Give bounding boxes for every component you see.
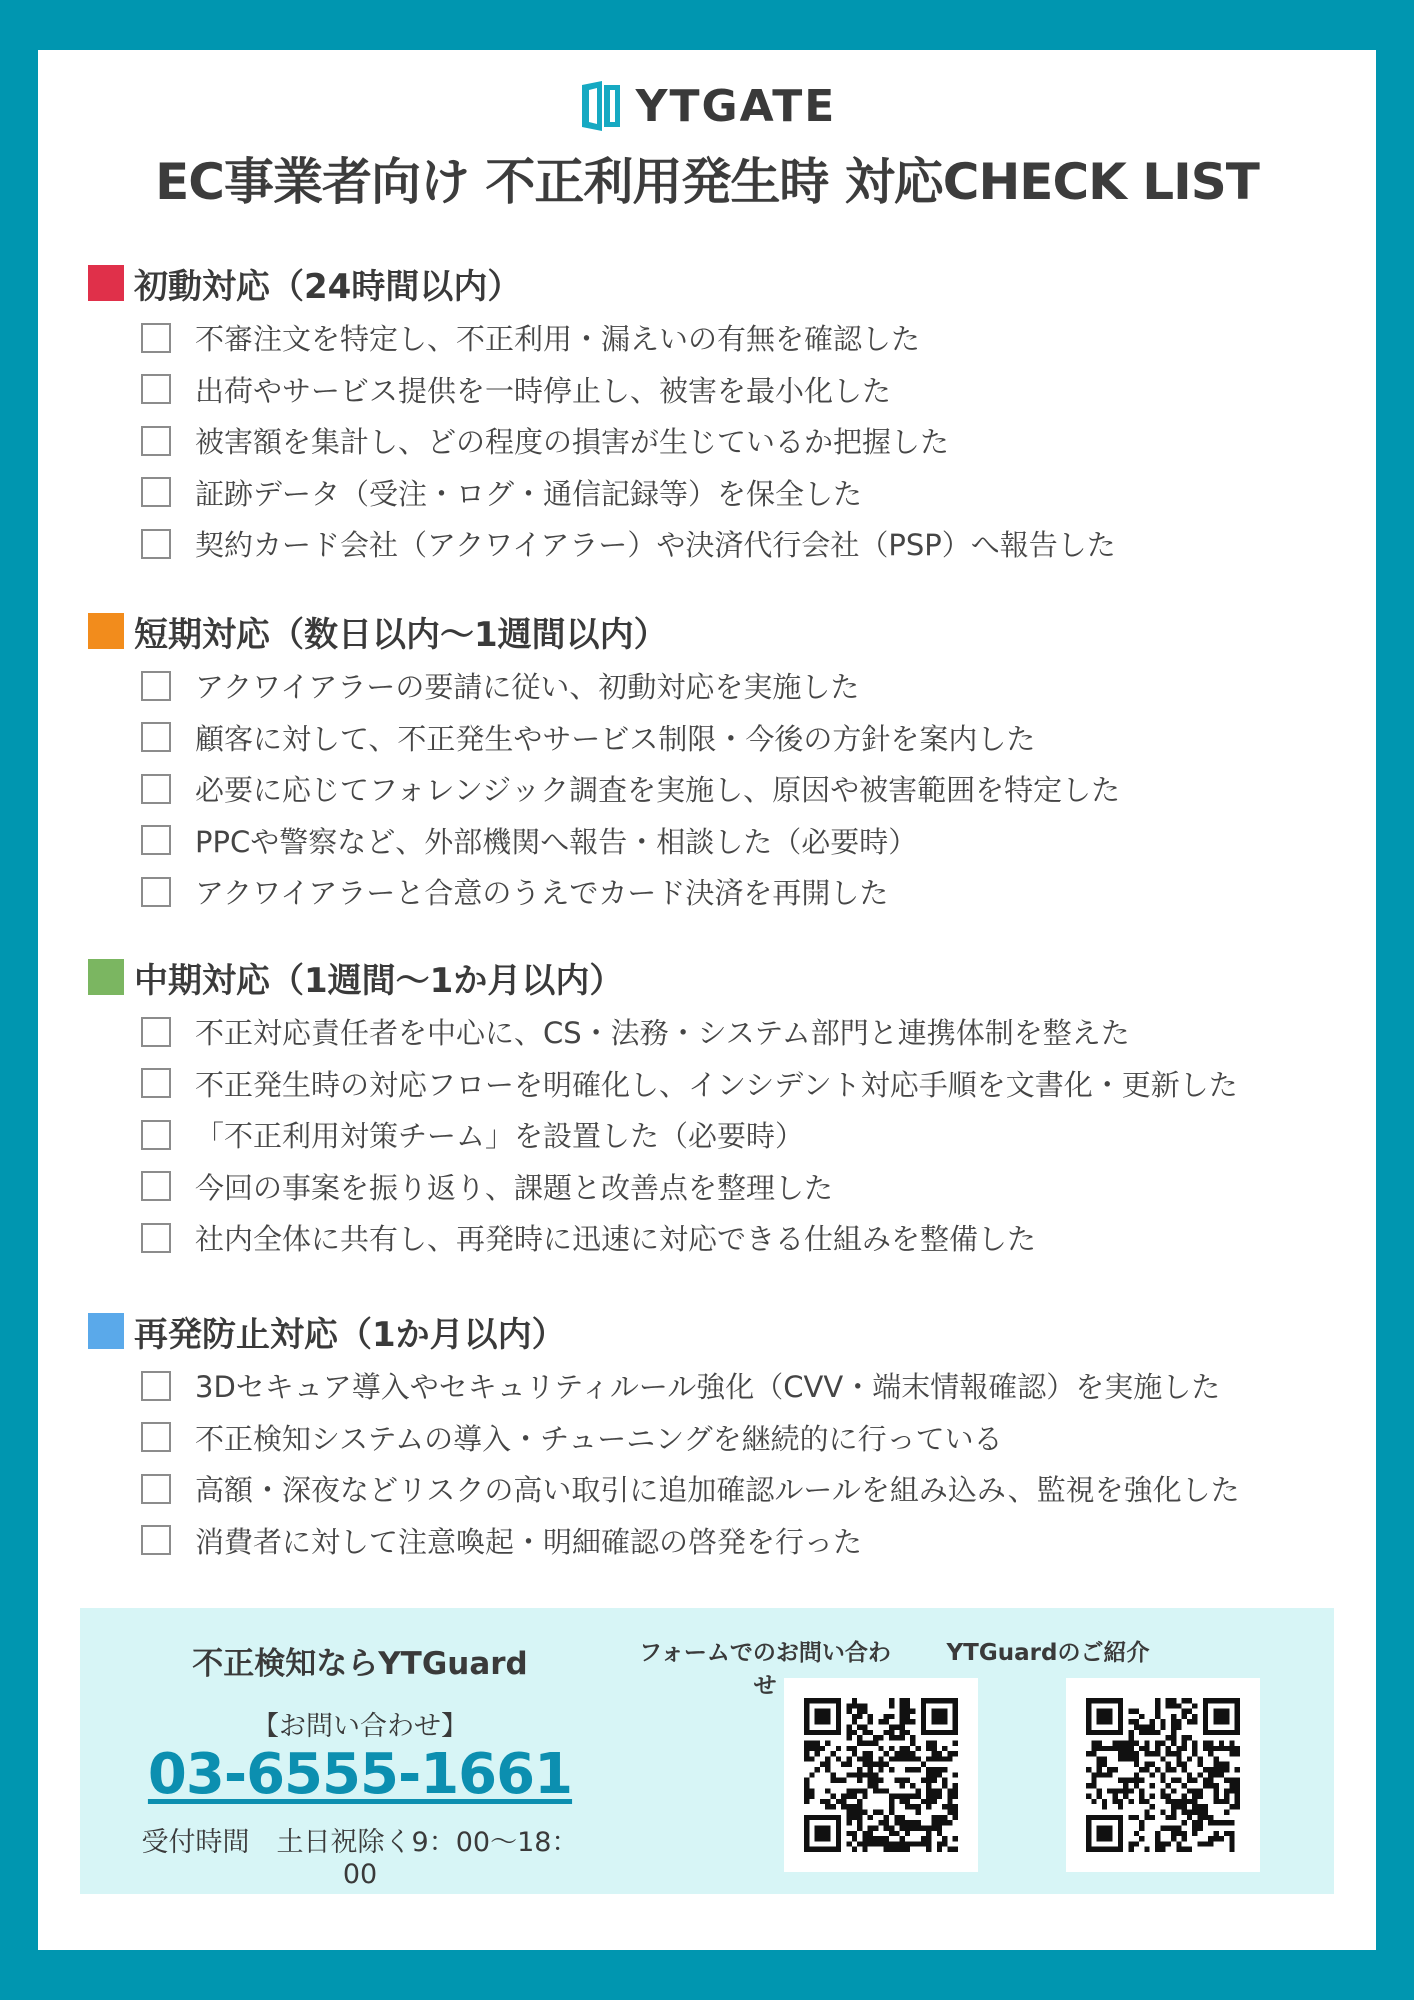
checkbox[interactable]	[141, 426, 171, 456]
checklist-item[interactable]	[88, 518, 1348, 570]
checklist-item[interactable]	[88, 712, 1348, 764]
checklist-item-text: アクワイアラーと合意のうえでカード決済を再開した	[195, 876, 889, 911]
section-color-icon	[88, 1313, 124, 1349]
checklist-items	[88, 660, 1348, 918]
checklist-item-text: 不正発生時の対応フローを明確化し、インシデント対応手順を文書化・更新した	[195, 1067, 1238, 1102]
checklist-item[interactable]	[88, 1109, 1348, 1161]
checklist-item-text: 不審注文を特定し、不正利用・漏えいの有無を確認した	[195, 322, 921, 357]
page-title: EC事業者向け 不正利用発生時 対応CHECK LIST	[155, 153, 1259, 211]
checklist-item[interactable]	[88, 866, 1348, 918]
checklist-item[interactable]	[88, 1058, 1348, 1110]
section-heading	[88, 1308, 1348, 1354]
checkbox[interactable]	[141, 1422, 171, 1452]
checklist-item-text: 「不正利用対策チーム」を設置した（必要時）	[195, 1119, 805, 1154]
product-label: 不正検知ならYTGuard	[192, 1646, 528, 1682]
checklist-item[interactable]	[88, 1212, 1348, 1264]
checkbox[interactable]	[141, 1017, 171, 1047]
checklist-items	[88, 312, 1348, 570]
checklist-item-text: 3Dセキュア導入やセキュリティルール強化（CVV・端末情報確認）を実施した	[195, 1370, 1221, 1405]
checklist-item[interactable]	[88, 1412, 1348, 1464]
checklist-item[interactable]	[88, 1515, 1348, 1567]
checkbox[interactable]	[141, 671, 171, 701]
checkbox[interactable]	[141, 374, 171, 404]
checkbox[interactable]	[141, 1371, 171, 1401]
checklist-item-text: 被害額を集計し、どの程度の損害が生じているか把握した	[195, 425, 950, 460]
checklist-item-text: 高額・深夜などリスクの高い取引に追加確認ルールを組み込み、監視を強化した	[195, 1473, 1240, 1508]
checklist-item[interactable]	[88, 1161, 1348, 1213]
checkbox[interactable]	[141, 722, 171, 752]
checklist-item-text: PPCや警察など、外部機関へ報告・相談した（必要時）	[195, 824, 918, 859]
door-logo-icon	[578, 79, 624, 133]
checklist-item-text: 出荷やサービス提供を一時停止し、被害を最小化した	[195, 373, 892, 408]
checkbox[interactable]	[141, 825, 171, 855]
checklist-item-text: 必要に応じてフォレンジック調査を実施し、原因や被害範囲を特定した	[195, 773, 1121, 808]
checkbox[interactable]	[141, 323, 171, 353]
checkbox[interactable]	[141, 1223, 171, 1253]
section-heading-text: 短期対応（数日以内～1週間以内）	[134, 614, 668, 655]
checklist-item-text: 今回の事案を振り返り、課題と改善点を整理した	[195, 1170, 834, 1205]
qr-intro-label: YTGuardのご紹介	[946, 1640, 1150, 1666]
qr-code-icon	[804, 1698, 958, 1852]
section-heading	[88, 608, 1348, 654]
contact-label: 【お問い合わせ】	[252, 1711, 468, 1742]
checklist-item[interactable]	[88, 660, 1348, 712]
logo	[38, 76, 1376, 136]
section-heading-text: 中期対応（1週間～1か月以内）	[134, 960, 624, 1001]
section-color-icon	[88, 959, 124, 995]
checklist-item-text: アクワイアラーの要請に従い、初動対応を実施した	[195, 670, 860, 705]
checklist-item-text: 消費者に対して注意喚起・明細確認の啓発を行った	[195, 1524, 863, 1559]
checklist-item[interactable]	[88, 815, 1348, 867]
checklist-item-text: 契約カード会社（アクワイアラー）や決済代行会社（PSP）へ報告した	[195, 528, 1116, 563]
business-hours: 受付時間 土日祝除く9：00～18：00	[141, 1827, 579, 1890]
qr-form-label: フォームでのお問い合わせ	[639, 1640, 891, 1699]
checkbox[interactable]	[141, 477, 171, 507]
checklist-item-text: 不正検知システムの導入・チューニングを継続的に行っている	[195, 1421, 1003, 1456]
checklist-section	[88, 1308, 1348, 1566]
checklist-item-text: 顧客に対して、不正発生やサービス制限・今後の方針を案内した	[195, 721, 1036, 756]
checklist-items	[88, 1006, 1348, 1264]
logo-text: YTGATE	[635, 80, 837, 132]
checklist-item-text: 社内全体に共有し、再発時に迅速に対応できる仕組みを整備した	[195, 1222, 1037, 1257]
checklist-item[interactable]	[88, 1463, 1348, 1515]
checklist-section	[88, 260, 1348, 570]
checklist-item[interactable]	[88, 1360, 1348, 1412]
section-heading-text: 初動対応（24時間以内）	[134, 266, 522, 307]
checklist-items	[88, 1360, 1348, 1566]
section-color-icon	[88, 265, 124, 301]
section-heading	[88, 260, 1348, 306]
checkbox[interactable]	[141, 1171, 171, 1201]
checklist-item[interactable]	[88, 364, 1348, 416]
qr-code-icon	[1086, 1698, 1240, 1852]
qr-code-intro[interactable]	[1066, 1678, 1260, 1872]
checkbox[interactable]	[141, 1474, 171, 1504]
checkbox[interactable]	[141, 1120, 171, 1150]
section-color-icon	[88, 613, 124, 649]
checklist-item[interactable]	[88, 763, 1348, 815]
section-heading	[88, 954, 1348, 1000]
checklist-section	[88, 954, 1348, 1264]
checkbox[interactable]	[141, 774, 171, 804]
contact-footer	[80, 1608, 1334, 1894]
checklist-item[interactable]	[88, 415, 1348, 467]
checkbox[interactable]	[141, 877, 171, 907]
checkbox[interactable]	[141, 1068, 171, 1098]
checklist-item-text: 不正対応責任者を中心に、CS・法務・システム部門と連携体制を整えた	[195, 1016, 1130, 1051]
checklist-section	[88, 608, 1348, 918]
checklist-item-text: 証跡データ（受注・ログ・通信記録等）を保全した	[195, 476, 863, 511]
checkbox[interactable]	[141, 529, 171, 559]
phone-number-link[interactable]: 03-6555-1661	[147, 1742, 573, 1807]
checkbox[interactable]	[141, 1525, 171, 1555]
checklist-sheet	[38, 50, 1376, 1950]
checklist-item[interactable]	[88, 467, 1348, 519]
checklist-item[interactable]	[88, 1006, 1348, 1058]
qr-code-form[interactable]	[784, 1678, 978, 1872]
checklist-item[interactable]	[88, 312, 1348, 364]
section-heading-text: 再発防止対応（1か月以内）	[134, 1314, 566, 1355]
